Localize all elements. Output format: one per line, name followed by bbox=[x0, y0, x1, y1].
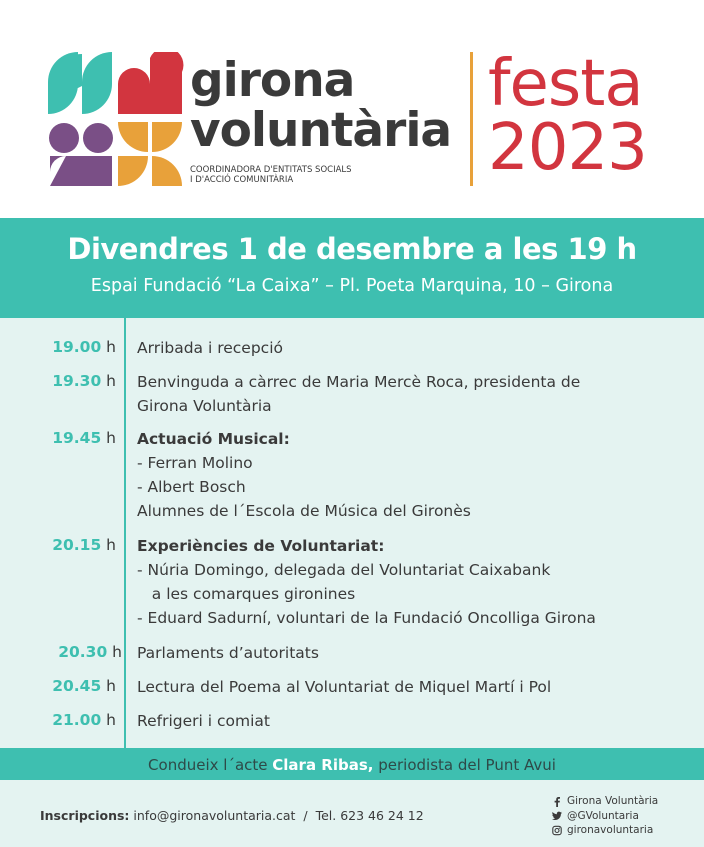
program-item bbox=[137, 675, 697, 699]
program-time bbox=[0, 372, 116, 390]
time-unit: h bbox=[106, 429, 116, 447]
program-line: - Albert Bosch bbox=[137, 478, 246, 496]
program-line: Refrigeri i comiat bbox=[137, 712, 270, 730]
program-heading: Actuació Musical: bbox=[137, 430, 290, 448]
host-suffix: periodista del Punt Avui bbox=[378, 756, 556, 774]
time-unit: h bbox=[106, 338, 116, 356]
program-time bbox=[0, 536, 116, 554]
social-facebook[interactable] bbox=[552, 794, 658, 809]
brand-name-line1: girona bbox=[190, 53, 355, 108]
program-line: - Ferran Molino bbox=[137, 454, 253, 472]
time-unit: h bbox=[106, 536, 116, 554]
contact-label: Inscripcions: bbox=[40, 808, 130, 823]
social-links bbox=[552, 794, 658, 838]
brand-name-line2: voluntària bbox=[190, 103, 452, 158]
contact-line bbox=[40, 808, 424, 823]
program-time bbox=[6, 643, 122, 661]
festa-year: 2023 bbox=[488, 111, 647, 185]
time-value: 21.00 bbox=[52, 711, 102, 729]
time-unit: h bbox=[106, 711, 116, 729]
instagram-icon bbox=[552, 825, 562, 836]
time-value: 19.00 bbox=[52, 338, 102, 356]
program-line: Parlaments d’autoritats bbox=[137, 644, 319, 662]
time-value: 20.30 bbox=[58, 643, 108, 661]
program-divider bbox=[124, 318, 126, 774]
twitter-icon bbox=[552, 810, 562, 821]
contact-phone[interactable]: Tel. 623 46 24 12 bbox=[315, 808, 424, 823]
program-line: a les comarques gironines bbox=[137, 585, 356, 603]
event-place: Espai Fundació “La Caixa” – Pl. Poeta Marquina, 10 – Girona bbox=[90, 276, 614, 296]
festa-word: festa bbox=[488, 47, 643, 121]
program-line: - Eduard Sadurní, voluntari de la Fundació Oncolliga Girona bbox=[137, 609, 596, 627]
brand-subtitle bbox=[190, 165, 352, 185]
program-heading: Experiències de Voluntariat: bbox=[137, 537, 385, 555]
social-instagram-label: gironavoluntaria bbox=[567, 824, 654, 836]
program-item bbox=[137, 641, 697, 665]
brand-divider bbox=[470, 52, 473, 186]
program-item bbox=[137, 709, 697, 733]
time-value: 19.30 bbox=[52, 372, 102, 390]
program-item bbox=[137, 370, 697, 418]
host-name: Clara Ribas, bbox=[272, 756, 374, 774]
host-line bbox=[0, 756, 704, 774]
program-time bbox=[0, 338, 116, 356]
program-time bbox=[0, 429, 116, 447]
program-item bbox=[137, 427, 697, 523]
program-line: Lectura del Poema al Voluntariat de Miquel Martí i Pol bbox=[137, 678, 552, 696]
time-value: 20.45 bbox=[52, 677, 102, 695]
facebook-icon bbox=[552, 796, 562, 807]
event-title: Divendres 1 de desembre a les 19 h bbox=[67, 232, 637, 266]
program-time bbox=[0, 711, 116, 729]
program-line: - Núria Domingo, delegada del Voluntariat Caixabank bbox=[137, 561, 551, 579]
program-item bbox=[137, 534, 697, 630]
contact-separator: / bbox=[303, 808, 308, 823]
social-twitter-label: @GVoluntaria bbox=[567, 809, 639, 822]
program-item bbox=[137, 336, 697, 360]
header bbox=[0, 0, 704, 218]
brand-subtitle-line2: I D'ACCIÓ COMUNITÀRIA bbox=[190, 175, 294, 185]
brand-subtitle-line1: COORDINADORA D'ENTITATS SOCIALS bbox=[190, 165, 352, 175]
time-value: 19.45 bbox=[52, 429, 102, 447]
program-line: Benvinguda a càrrec de Maria Mercè Roca, presidenta de bbox=[137, 373, 581, 391]
time-unit: h bbox=[106, 372, 116, 390]
time-value: 20.15 bbox=[52, 536, 102, 554]
social-instagram[interactable] bbox=[552, 823, 658, 838]
program-time bbox=[0, 677, 116, 695]
program-line: Alumnes de l´Escola de Música del Gironès bbox=[137, 502, 471, 520]
brand-name bbox=[190, 53, 452, 158]
festa-title bbox=[488, 47, 647, 185]
time-unit: h bbox=[106, 677, 116, 695]
time-unit: h bbox=[112, 643, 122, 661]
social-facebook-label: Girona Voluntària bbox=[567, 795, 659, 807]
contact-email[interactable]: info@gironavoluntaria.cat bbox=[133, 808, 296, 823]
program-line: Girona Voluntària bbox=[137, 397, 272, 415]
brand-logo-icon bbox=[48, 52, 184, 188]
host-prefix: Condueix l´acte bbox=[148, 756, 268, 774]
program-line: Arribada i recepció bbox=[137, 339, 283, 357]
social-twitter[interactable] bbox=[552, 809, 658, 824]
